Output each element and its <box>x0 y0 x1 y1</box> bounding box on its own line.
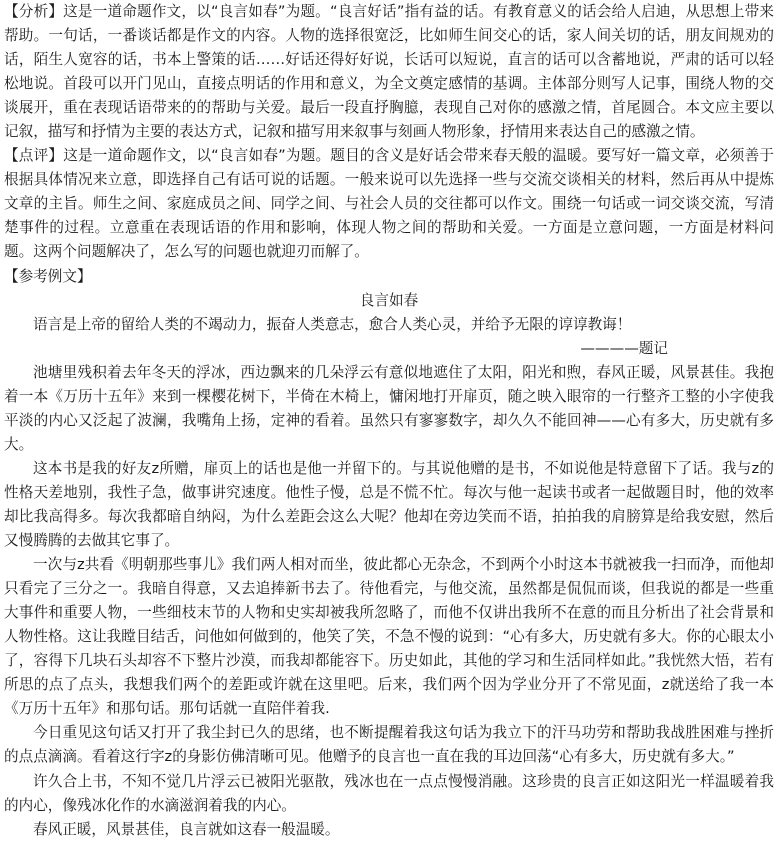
comment-paragraph: 【点评】这是一道命题作文，以“良言如春”为题。题目的含义是好话会带来春天般的温暖。要写好一篇文章，必须善于根据具体情况来立意，即选择自己有话可说的话题。一般来说可以先选择一些与交流交谈相关的材料，然后再从中提炼文章的主旨。师生之间、家庭成员之间、同学之间、与社会人员的交往都可以作文。围绕一句话或一词交谈交流，写清楚事件的过程。立意重在表现话语的作用和影响，体现人物之间的帮助和关爱。一方面是立意问题，一方面是材料问题。这两个问题解决了，怎么写的问题也就迎刃而解了。 <box>4 147 774 261</box>
essay-paragraph: 许久合上书，不知不觉几片浮云已被阳光驱散，残冰也在一点点慢慢消融。这珍贵的良言正如这阳光一样温暖着我的内心，像残冰化作的水滴滋润着我的内心。 <box>4 772 774 814</box>
epigraph-signature: ————题记 <box>580 339 668 357</box>
reference-heading: 【参考例文】 <box>4 267 92 285</box>
essay-paragraph: 今日重见这句话又打开了我尘封已久的思绪，也不断提醒着我这句话为我立下的汗马功劳和帮助我战胜困难与挫折的点点滴滴。看着这行字z的身影仿佛清晰可见。他赠予的良言也一直在我的耳边回荡“心有多大，历史就有多大。” <box>4 724 774 766</box>
essay-paragraph: 池塘里残积着去年冬天的浮冰，西边飘来的几朵浮云有意似地遮住了太阳，阳光和煦，春风正暖，风景甚佳。我抱着一本《万历十五年》来到一棵樱花树下，半倚在木椅上，慵闲地打开扉页，随之映入眼帘的一行整齐工整的小字使我平淡的内心又泛起了波澜，我嘴角上扬，定神的看着。虽然只有寥寥数字，却久久不能回神——心有多大，历史就有多大。 <box>4 363 774 453</box>
essay-title: 良言如春 <box>359 291 419 309</box>
essay-paragraph: 这本书是我的好友z所赠，扉页上的话也是他一并留下的。与其说他赠的是书，不如说他是特意留下了话。我与z的性格天差地别，我性子急，做事讲究速度。他性子慢，总是不慌不忙。每次与他一起读书或者一起做题目时，他的效率却比我高得多。每次我都暗自纳闷，为什么差距会这么大呢？他却在旁边笑而不语，拍拍我的肩膀算是给我安慰，然后又慢腾腾的去做其它事了。 <box>4 459 774 550</box>
essay-paragraph: 一次与z共看《明朝那些事儿》我们两人相对而坐，彼此都心无杂念，不到两个小时这本书就被我一扫而净，而他却只看完了三分之一。我暗自得意，又去追捧新书去了。待他看完，与他交流，虽然都是侃侃而谈，但我说的都是一些重大事件和重要人物，一些细枝末节的人物和史实却被我所忽略了，而他不仅讲出我所不在意的而且分析出了社会背景和人物性格。这让我瞠目结舌，问他如何做到的，他笑了笑，不急不慢的说到：“心有多大，历史就有多大。你的心眼太小了，容得下几块石头却容不下整片沙漠，而我却都能容下。历史如此，其他的学习和生活同样如此。”我恍然大悟，若有所思的点了点头，我想我们两个的差距或许就在这里吧。后来，我们两个因为学业分开了不常见面，z就送给了我一本《万历十五年》和那句话。那句话就一直陪伴着我. <box>4 556 774 718</box>
essay-paragraph: 春风正暖，风景甚佳，良言就如这春一般温暖。 <box>33 820 340 838</box>
analysis-paragraph: 【分析】这是一道命题作文，以“良言如春”为题。“良言好话”指有益的话。有教育意义的话会给人启迪，从思想上带来帮助。一句话，一番谈话都是作文的内容。人物的选择很宽泛，比如师生间交心的话，家人间关切的话，朋友间规劝的话，陌生人宽容的话，书本上警策的话……好话还得好好说，长话可以短说，直言的话可以含蓄地说，严肃的话可以轻松地说。首段可以开门见山，直接点明话的作用和意义，为全文奠定感情的基调。主体部分则写人记事，围绕人物的交谈展开，重在表现话语带来的的帮助与关爱。最后一段直抒胸臆，表现自己对你的感激之情，首尾圆合。本文应主要以记叙，描写和抒情为主要的表达方式，记叙和描写用来叙事与刻画人物形象，抒情用来表达自己的感激之情。 <box>4 3 774 141</box>
essay-epigraph: 语言是上帝的留给人类的不竭动力，振奋人类意志，愈合人类心灵，并给予无限的谆谆教诲！ <box>33 315 632 333</box>
